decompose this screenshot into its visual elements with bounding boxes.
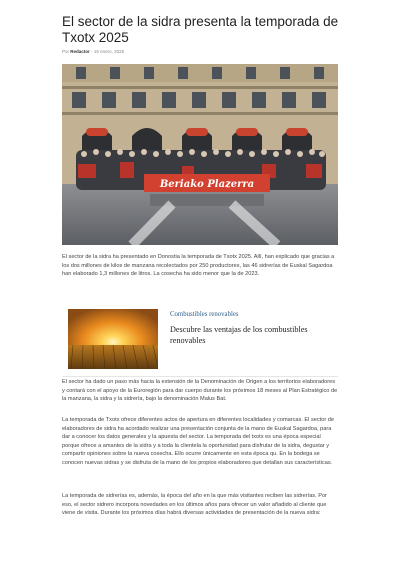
byline-separator: - <box>91 49 93 54</box>
hero-image <box>62 64 338 245</box>
sunset-field-image <box>68 309 158 369</box>
related-divider <box>62 376 338 377</box>
hero-photo <box>62 64 338 245</box>
byline-date: 15 enero, 2025 <box>93 49 125 54</box>
article-byline <box>62 49 124 54</box>
related-thumbnail[interactable] <box>68 309 158 369</box>
article-title: El sector de la sidra presenta la temporada de Txotx 2025 <box>62 14 339 45</box>
hero-banner-text: Beriako Plazerra <box>159 179 255 190</box>
related-article-card[interactable] <box>62 305 338 377</box>
byline-prefix: Por <box>62 49 70 54</box>
byline-author[interactable]: Redactor <box>70 49 90 54</box>
article-paragraph: La temporada de sidrerías es, además, la época del año en la que más visitantes reciben las sidrerías. Por eso, el sector sidrero incorpora novedades en los últimos años para ofrecer un valor añadido al cliente que viene de visita. Durante los próximos días habrá diversas actividades de presentación de la nueva sidra: <box>62 493 327 517</box>
article-paragraph: El sector de la sidra ha presentado en Donostia la temporada de Txotx 2025. Allí, han explicado que gracias a los dos millones de kilos de manzana recolectados por 250 productores, las 46 sidrerías de Euskal Sagardoa han elaborado 1,3 millones de litros. La cosecha ha sido menor que la de 2023. <box>62 254 335 278</box>
related-category-link[interactable]: Combustibles renovables <box>170 311 239 318</box>
article-paragraph: La temporada de Txotx ofrece diferentes actos de apertura en diferentes localidades y comarcas. El sector de elaboradores de sidra ha acordado realizar una presentación conjunta de la mano de Euskal Sagardoa, para dar a conocer los datos generales y la apuesta del sector. La temporada del txotx es una época especial porque ofrece a amantes de la sidra y a toda la clientela la oportunidad para disfrutar de la sidra, degustar y compartir opiniones sobre la nueva cosecha. Ello ocurre únicamente en esta época qu. En la bodega se conocen nuevas sidras y se disfruta de la mano de los propios elaboradores que detallan sus características. <box>62 417 334 466</box>
article-paragraph: El sector ha dado un paso más hacia la extensión de la Denominación de Origen a los territorios elaboradores y contará con el apoyo de la Euroregión para dar cuerpo durante los próximos 18 meses al Plan Estratégico de la manzana, la sidra y la sidrería, bajo la denominación Malus Bat. <box>62 379 338 403</box>
related-title-link[interactable]: Descubre las ventajas de los combustibles renovables <box>170 325 308 345</box>
